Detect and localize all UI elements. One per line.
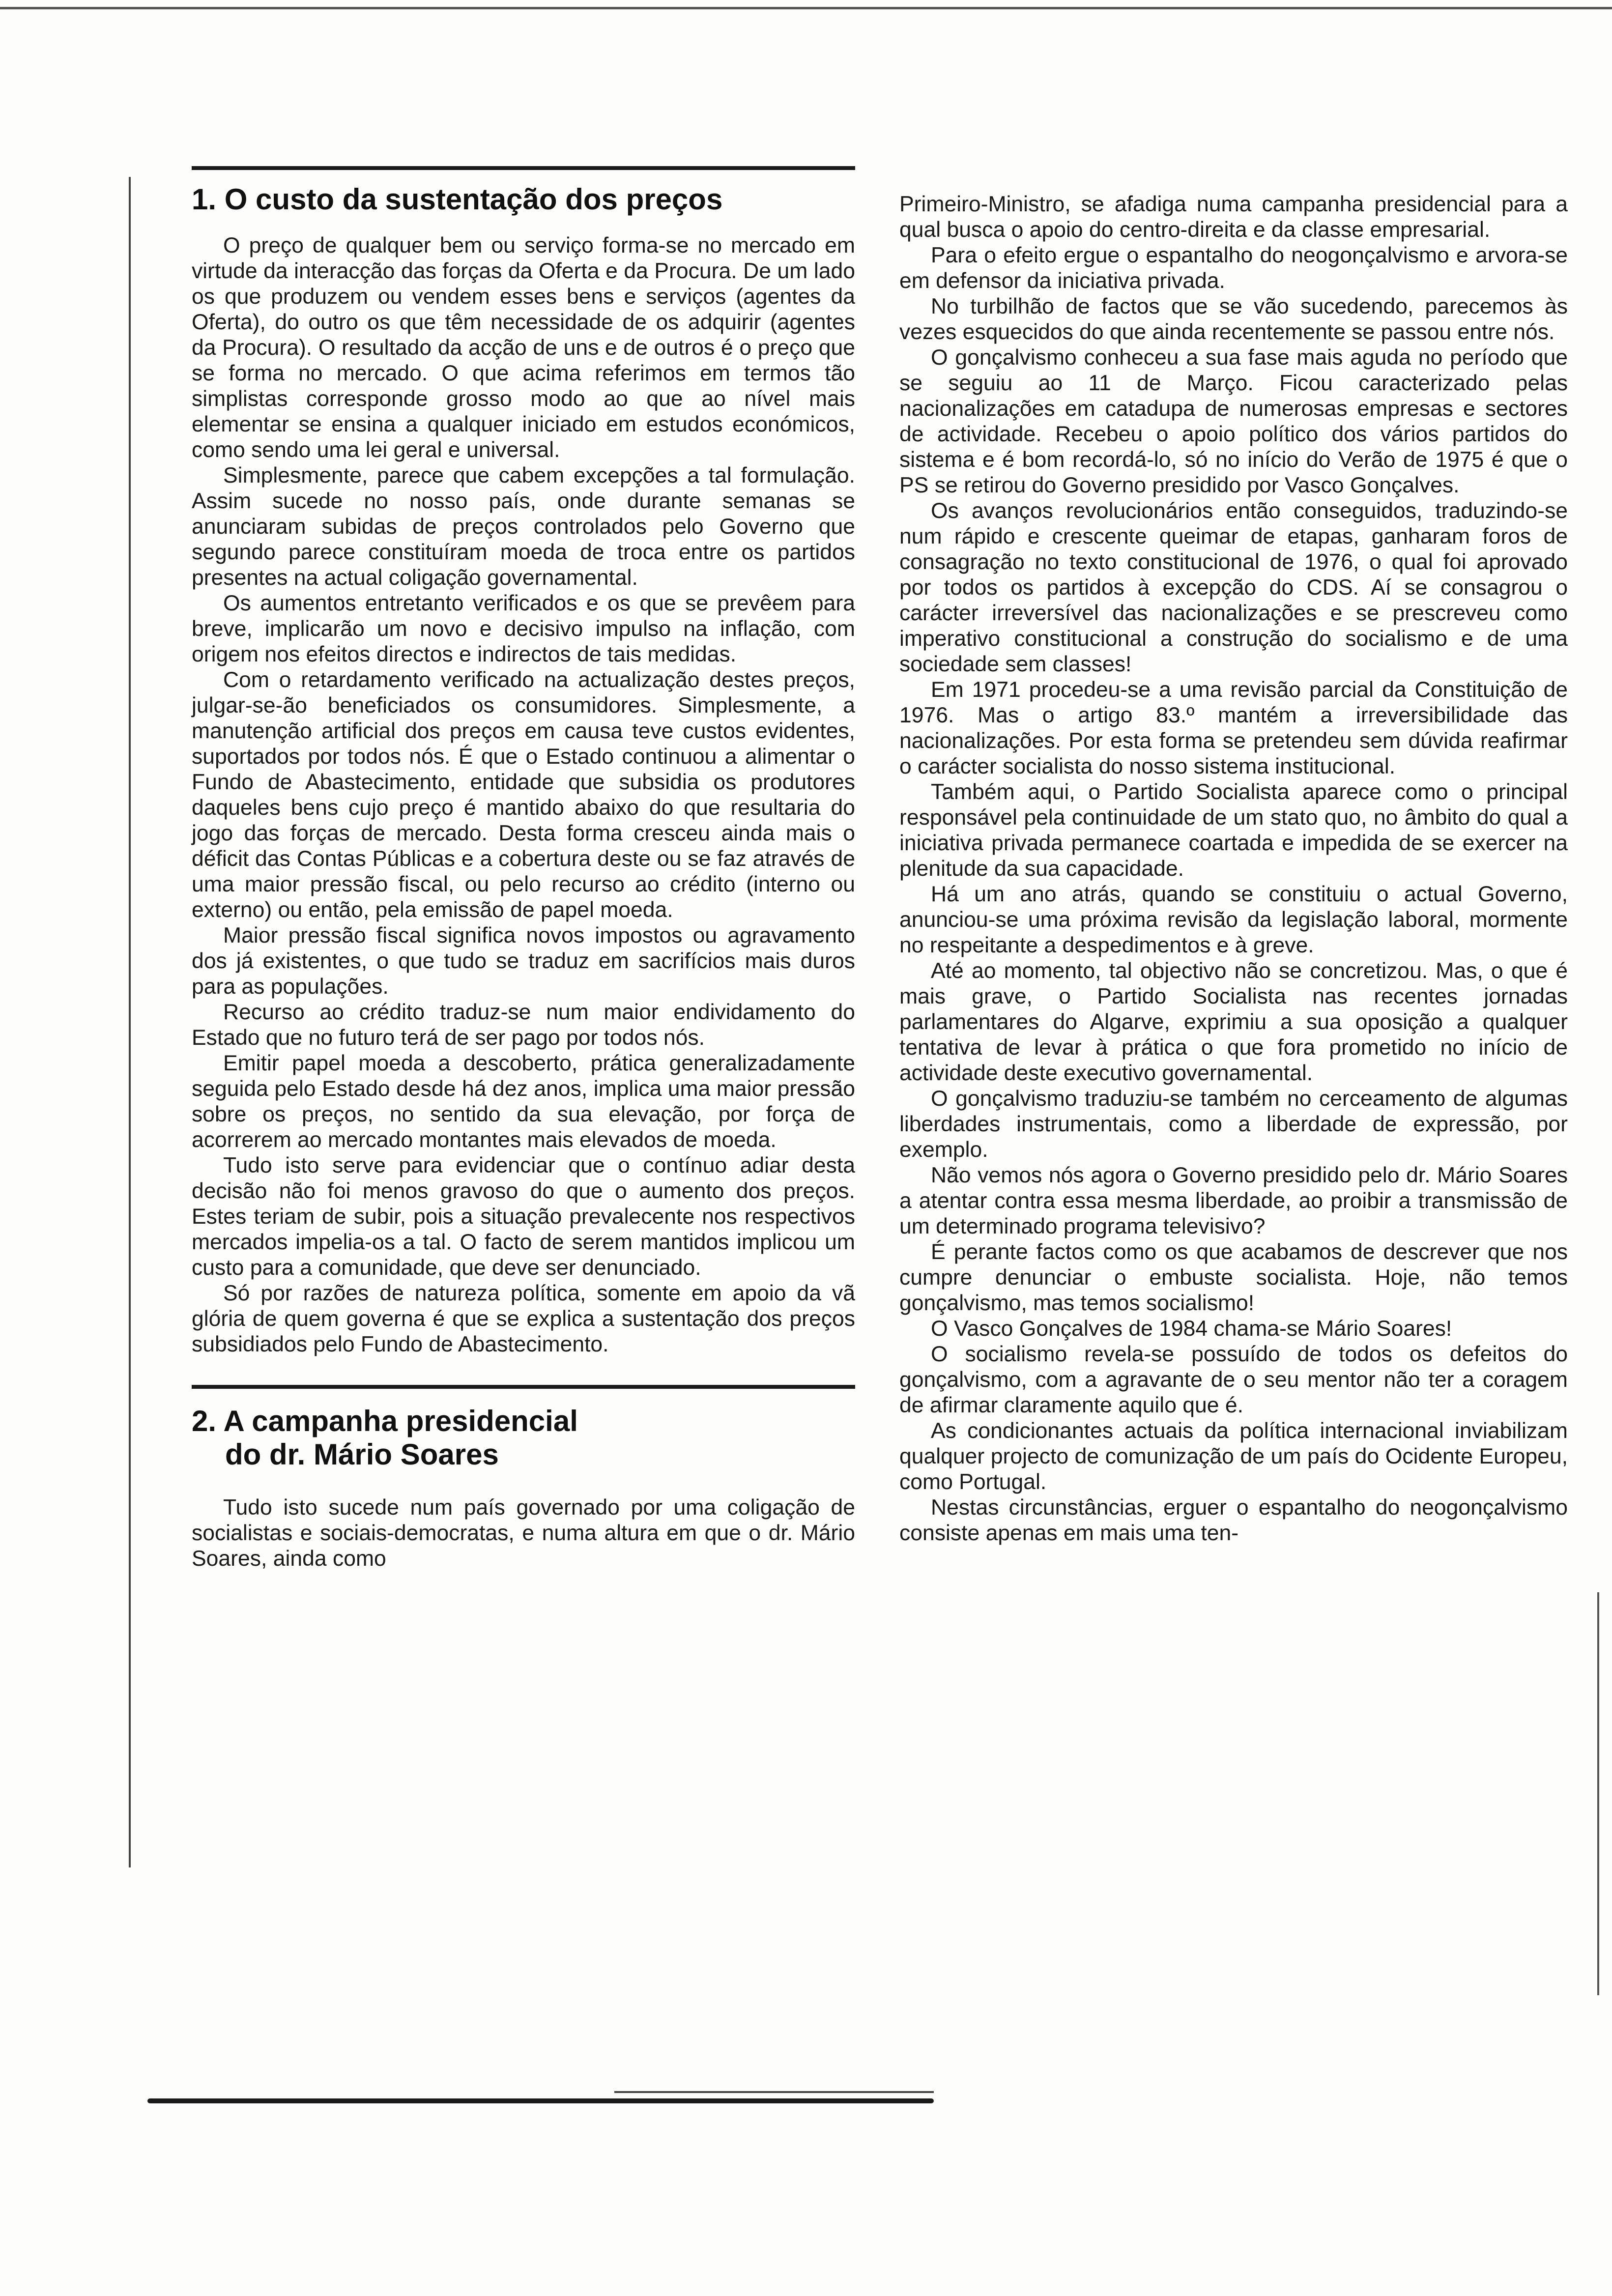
continuation-paragraph: Primeiro-Ministro, se afadiga numa campanha presidencial para a qual busca o apoio do centro-direita e da classe empresarial. [899,192,1568,242]
paragraph: No turbilhão de factos que se vão sucedendo, parecemos às vezes esquecidos do que ainda recentemente se passou entre nós. [899,294,1568,344]
section-2-title-line-2: do dr. Mário Soares [225,1438,499,1471]
paragraph: Para o efeito ergue o espantalho do neogonçalvismo e arvora-se em defensor da iniciativa privada. [899,243,1568,293]
paragraph: Há um ano atrás, quando se constituiu o actual Governo, anunciou-se uma próxima revisão da legislação laboral, mormente no respeitante a despedimentos e à greve. [899,882,1568,957]
paragraph: O gonçalvismo traduziu-se também no cerceamento de algumas liberdades instrumentais, como a liberdade de expressão, por exemplo. [899,1087,1568,1162]
bottom-thin-rule [614,2091,934,2093]
paragraph: Tudo isto serve para evidenciar que o contínuo adiar desta decisão não foi menos gravoso do que o aumento dos preços. Estes teriam de subir, pois a situação prevalecente nos respectivos mercados impelia-os a tal. O facto de serem mantidos implicou um custo para a comunidade, que deve ser denunciado. [192,1153,855,1280]
paragraph: Recurso ao crédito traduz-se num maior endividamento do Estado que no futuro terá de ser pago por todos nós. [192,1000,855,1050]
paragraph: Também aqui, o Partido Socialista aparece como o principal responsável pela continuidade de um stato quo, no âmbito do qual a iniciativa privada permanece coartada e impedida de se exercer na plenitude da sua capacidade. [899,780,1568,881]
right-margin-mark [1597,1592,1599,1995]
section-1-rule [192,166,855,170]
bottom-rule [147,2098,934,2103]
paragraph: Em 1971 procedeu-se a uma revisão parcial da Constituição de 1976. Mas o artigo 83.º mantém a irreversibilidade das nacionalizações. Por esta forma se pretendeu sem dúvida reafirmar o carácter socialista do nosso sistema institucional. [899,678,1568,778]
section-2-rule [192,1385,855,1389]
paragraph: O Vasco Gonçalves de 1984 chama-se Mário Soares! [931,1317,1452,1341]
paragraph: Os avanços revolucionários então conseguidos, traduzindo-se num rápido e crescente queimar de etapas, ganharam foros de consagração no texto constitucional de 1976, o qual foi aprovado por todos os partidos à excepção do CDS. Aí se consagrou o carácter irreversível das nacionalizações e se prescreveu como imperativo constitucional a construção do socialismo e de uma sociedade sem classes! [899,499,1568,676]
paragraph: Emitir papel moeda a descoberto, prática generalizadamente seguida pelo Estado desde há dez anos, implica uma maior pressão sobre os preços, no sentido da sua elevação, por força de acorrerem ao mercado montantes mais elevados de moeda. [192,1051,855,1152]
paragraph: O socialismo revela-se possuído de todos os defeitos do gonçalvismo, com a agravante de o seu mentor não ter a coragem de afirmar claramente aquilo que é. [899,1342,1568,1417]
paragraph: Até ao momento, tal objectivo não se concretizou. Mas, o que é mais grave, o Partido Socialista nas recentes jornadas parlamentares do Algarve, exprimiu a sua oposição a qualquer tentativa de levar à prática o que fora prometido no início de actividade deste executivo governamental. [899,959,1568,1085]
section-1-body [192,233,855,1357]
paragraph: Nestas circunstâncias, erguer o espantalho do neogonçalvismo consiste apenas em mais uma ten- [899,1495,1568,1545]
section-1-title: 1. O custo da sustentação dos preços [192,183,723,216]
paragraph: Só por razões de natureza política, somente em apoio da vã glória de quem governa é que se explica a sustentação dos preços subsidiados pelo Fundo de Abastecimento. [192,1281,855,1356]
paragraph: As condicionantes actuais da política internacional inviabilizam qualquer projecto de comunização de um país do Ocidente Europeu, como Portugal. [899,1419,1568,1494]
paragraph: O gonçalvismo conheceu a sua fase mais aguda no período que se seguiu ao 11 de Março. Ficou caracterizado pelas nacionalizações em catadupa de numerosas empresas e sectores de actividade. Recebeu o apoio político dos vários partidos do sistema e é bom recordá-lo, só no início do Verão de 1975 é que o PS se retirou do Governo presidido por Vasco Gonçalves. [899,345,1568,497]
left-margin-mark [129,177,131,1867]
left-column [192,183,855,1572]
top-border-line [0,7,1612,9]
paragraph: Os aumentos entretanto verificados e os que se prevêem para breve, implicarão um novo e decisivo impulso na inflação, com origem nos efeitos directos e indirectos de tais medidas. [192,591,855,666]
section-2-body [192,1495,855,1572]
right-column [899,192,1568,1546]
paragraph: O preço de qualquer bem ou serviço forma-se no mercado em virtude da interacção das forças da Oferta e da Procura. De um lado os que produzem ou vendem esses bens e serviços (agentes da Oferta), do outro os que têm necessidade de os adquirir (agentes da Procura). O resultado da acção de uns e de outros é o preço que se forma no mercado. O que acima referimos em termos tão simplistas corresponde grosso modo ao que ao nível mais elementar se ensina a qualquer iniciado em estudos económicos, como sendo uma lei geral e universal. [192,233,855,462]
paragraph: Maior pressão fiscal significa novos impostos ou agravamento dos já existentes, o que tudo se traduz em sacrifícios mais duros para as populações. [192,923,855,999]
paragraph: Simplesmente, parece que cabem excepções a tal formulação. Assim sucede no nosso país, onde durante semanas se anunciaram subidas de preços controlados pelo Governo que segundo parece constituíram moeda de troca entre os partidos presentes na actual coligação governamental. [192,463,855,590]
section-2-title-line-1: 2. A campanha presidencial [192,1405,578,1437]
paragraph: Não vemos nós agora o Governo presidido pelo dr. Mário Soares a atentar contra essa mesma liberdade, ao proibir a transmissão de um determinado programa televisivo? [899,1163,1568,1238]
paragraph: Tudo isto sucede num país governado por uma coligação de socialistas e sociais-democratas, e numa altura em que o dr. Mário Soares, ainda como [192,1495,855,1571]
paragraph: Com o retardamento verificado na actualização destes preços, julgar-se-ão beneficiados os consumidores. Simplesmente, a manutenção artificial dos preços em causa teve custos evidentes, suportados por todos nós. É que o Estado continuou a alimentar o Fundo de Abastecimento, entidade que subsidia os produtores daqueles bens cujo preço é mantido abaixo do que resultaria do jogo das forças de mercado. Desta forma cresceu ainda mais o déficit das Contas Públicas e a cobertura deste ou se faz através de uma maior pressão fiscal, ou pelo recurso ao crédito (interno ou externo) ou então, pela emissão de papel moeda. [192,668,855,922]
paragraph: É perante factos como os que acabamos de descrever que nos cumpre denunciar o embuste socialista. Hoje, não temos gonçalvismo, mas temos socialismo! [899,1240,1568,1315]
section-2-title [192,1405,855,1471]
